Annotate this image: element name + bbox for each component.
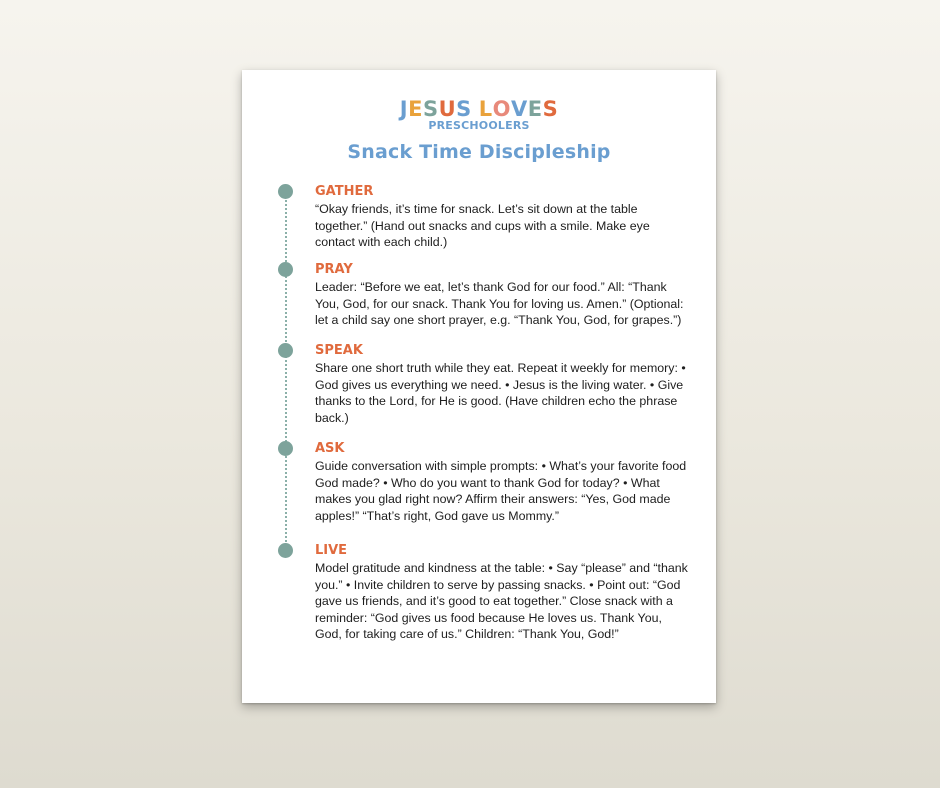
step-title: ASK [315,441,345,456]
step-text: “Okay friends, it’s time for snack. Let’s sit down at the table together.” (Hand out snacks and cups with a smile. Make eye contact with each child.) [315,202,650,250]
logo-letter: S [542,97,559,121]
document-page [242,70,716,703]
step-title: LIVE [315,543,348,558]
logo-letter: E [527,97,543,121]
step-text: Model gratitude and kindness at the table: • Say “please” and “thank you.” • Invite children to serve by passing snacks. • Point out: “God gave us friends, and it’s good to eat together.” Close snack with a reminder: “God gives us food because He loves us. Thank You, God, for taking care of us.” Children: “Thank You, God!” [315,561,688,642]
logo-letter: J [399,97,409,121]
timeline-dot [278,441,293,456]
timeline-dot [278,343,293,358]
timeline-dot [278,184,293,199]
step-text: Leader: “Before we eat, let’s thank God for our food.” All: “Thank You, God, for our snack. Thank You for loving us. Amen.” (Optional: let a child say one short prayer, e.g. “Thank You, God, for grapes.”) [315,280,684,328]
logo-subtitle: PRESCHOOLERS [428,119,530,132]
logo-letter: E [408,97,423,121]
step-title: PRAY [315,262,353,277]
timeline-dot [278,262,293,277]
logo-letter: V [511,97,528,121]
logo-letter: L [478,97,493,121]
logo-letter: O [492,97,511,121]
logo-letter: U [438,97,457,121]
timeline-connector [285,192,287,550]
timeline-dot [278,543,293,558]
logo-letter: S [422,97,439,121]
step-title: GATHER [315,184,374,199]
document-title: Snack Time Discipleship [347,141,611,163]
step-text: Guide conversation with simple prompts: • What’s your favorite food God made? • Who do you want to thank God for today? • What makes you glad right now? Affirm their answers: “Yes, God made apples!” “That’s right, God gave us Mommy.” [315,459,687,523]
step-title: SPEAK [315,343,363,358]
logo-letter: S [456,97,472,121]
brand-logo [242,98,716,132]
logo-wordmark [242,98,716,120]
step-text: Share one short truth while they eat. Repeat it weekly for memory: • God gives us everything we need. • Jesus is the living water. • Give thanks to the Lord, for He is good. (Have children echo the phrase back.) [315,361,686,425]
